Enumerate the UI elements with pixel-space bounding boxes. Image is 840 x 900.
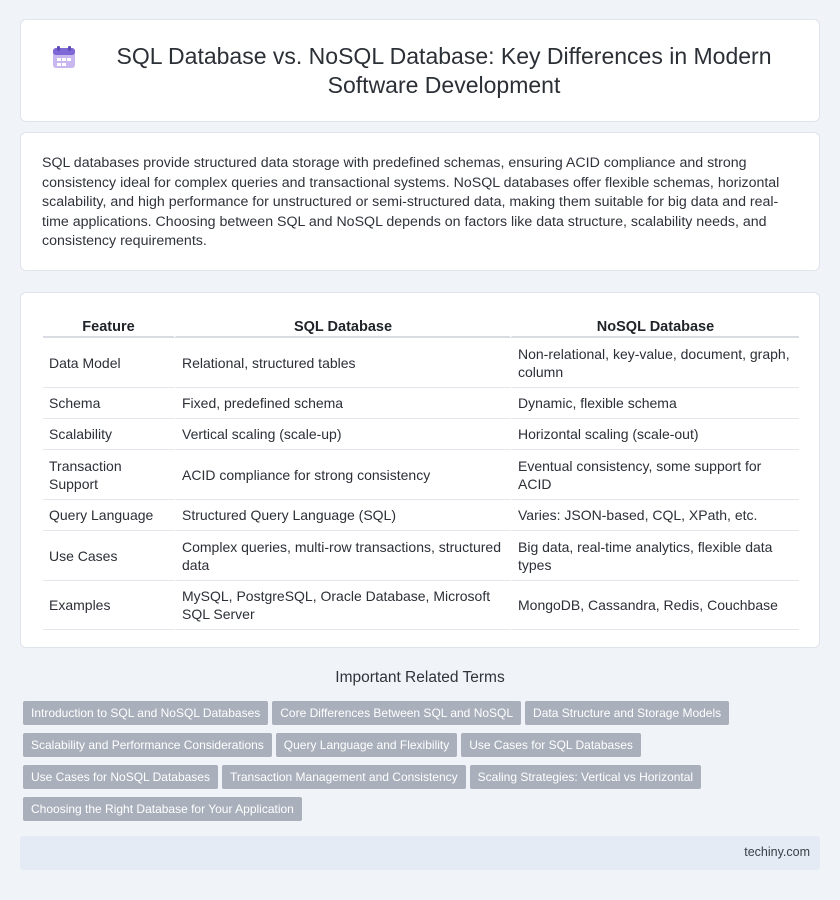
table-row [43, 388, 799, 419]
page-title: SQL Database vs. NoSQL Database: Key Differences in Modern Software Development [116, 42, 772, 98]
related-term-tag[interactable]: Choosing the Right Database for Your Application [23, 797, 302, 821]
nosql-cell: Non-relational, key-value, document, graph, column [510, 338, 799, 388]
header-nosql: NoSQL Database [510, 307, 799, 338]
sql-cell: Vertical scaling (scale-up) [174, 419, 510, 450]
related-term-tag[interactable]: Scaling Strategies: Vertical vs Horizontal [470, 765, 701, 789]
sql-cell: Complex queries, multi-row transactions, structured data [174, 531, 510, 581]
related-term-tag[interactable]: Data Structure and Storage Models [525, 701, 729, 725]
nosql-cell: Horizontal scaling (scale-out) [510, 419, 799, 450]
nosql-cell: Big data, real-time analytics, flexible data types [510, 531, 799, 581]
calendar-icon [51, 44, 77, 70]
feature-cell: Use Cases [43, 531, 174, 581]
nosql-cell: MongoDB, Cassandra, Redis, Couchbase [510, 581, 799, 630]
table-row [43, 450, 799, 500]
intro-text: SQL databases provide structured data storage with predefined schemas, ensuring ACID compliance and strong consistency ideal for complex queries and transactional systems. NoSQL databases offer flexible schemas, horizontal scalability, and high performance for unstructured or semi-structured data, making them suitable for big data and real-time applications. Choosing between SQL and NoSQL depends on factors like data structure, scalability needs, and consistency requirements. [42, 155, 780, 250]
table-row [43, 531, 799, 581]
nosql-cell: Dynamic, flexible schema [510, 388, 799, 419]
related-terms-list [23, 701, 803, 829]
intro-card [20, 132, 820, 271]
related-term-tag[interactable]: Use Cases for SQL Databases [461, 733, 641, 757]
header-feature: Feature [43, 307, 174, 338]
comparison-table [43, 307, 799, 630]
related-terms-title: Important Related Terms [335, 669, 505, 686]
feature-cell: Data Model [43, 338, 174, 388]
related-term-tag[interactable]: Core Differences Between SQL and NoSQL [272, 701, 521, 725]
related-term-tag[interactable]: Scalability and Performance Considerations [23, 733, 272, 757]
footer-bar [20, 836, 820, 870]
header-card [20, 19, 820, 122]
header-inner [21, 20, 819, 121]
sql-cell: Structured Query Language (SQL) [174, 500, 510, 531]
nosql-cell: Eventual consistency, some support for ACID [510, 450, 799, 500]
feature-cell: Schema [43, 388, 174, 419]
feature-cell: Transaction Support [43, 450, 174, 500]
table-row [43, 419, 799, 450]
related-term-tag[interactable]: Query Language and Flexibility [276, 733, 457, 757]
nosql-cell: Varies: JSON-based, CQL, XPath, etc. [510, 500, 799, 531]
feature-cell: Scalability [43, 419, 174, 450]
comparison-table-card [20, 292, 820, 648]
sql-cell: Fixed, predefined schema [174, 388, 510, 419]
table-row [43, 338, 799, 388]
related-term-tag[interactable]: Use Cases for NoSQL Databases [23, 765, 218, 789]
footer-site-link[interactable]: techiny.com [744, 845, 810, 859]
sql-cell: ACID compliance for strong consistency [174, 450, 510, 500]
sql-cell: Relational, structured tables [174, 338, 510, 388]
table-row [43, 500, 799, 531]
related-term-tag[interactable]: Transaction Management and Consistency [222, 765, 466, 789]
table-row [43, 581, 799, 630]
header-sql: SQL Database [174, 307, 510, 338]
sql-cell: MySQL, PostgreSQL, Oracle Database, Microsoft SQL Server [174, 581, 510, 630]
related-term-tag[interactable]: Introduction to SQL and NoSQL Databases [23, 701, 268, 725]
table-header-row [43, 307, 799, 338]
feature-cell: Examples [43, 581, 174, 630]
feature-cell: Query Language [43, 500, 174, 531]
